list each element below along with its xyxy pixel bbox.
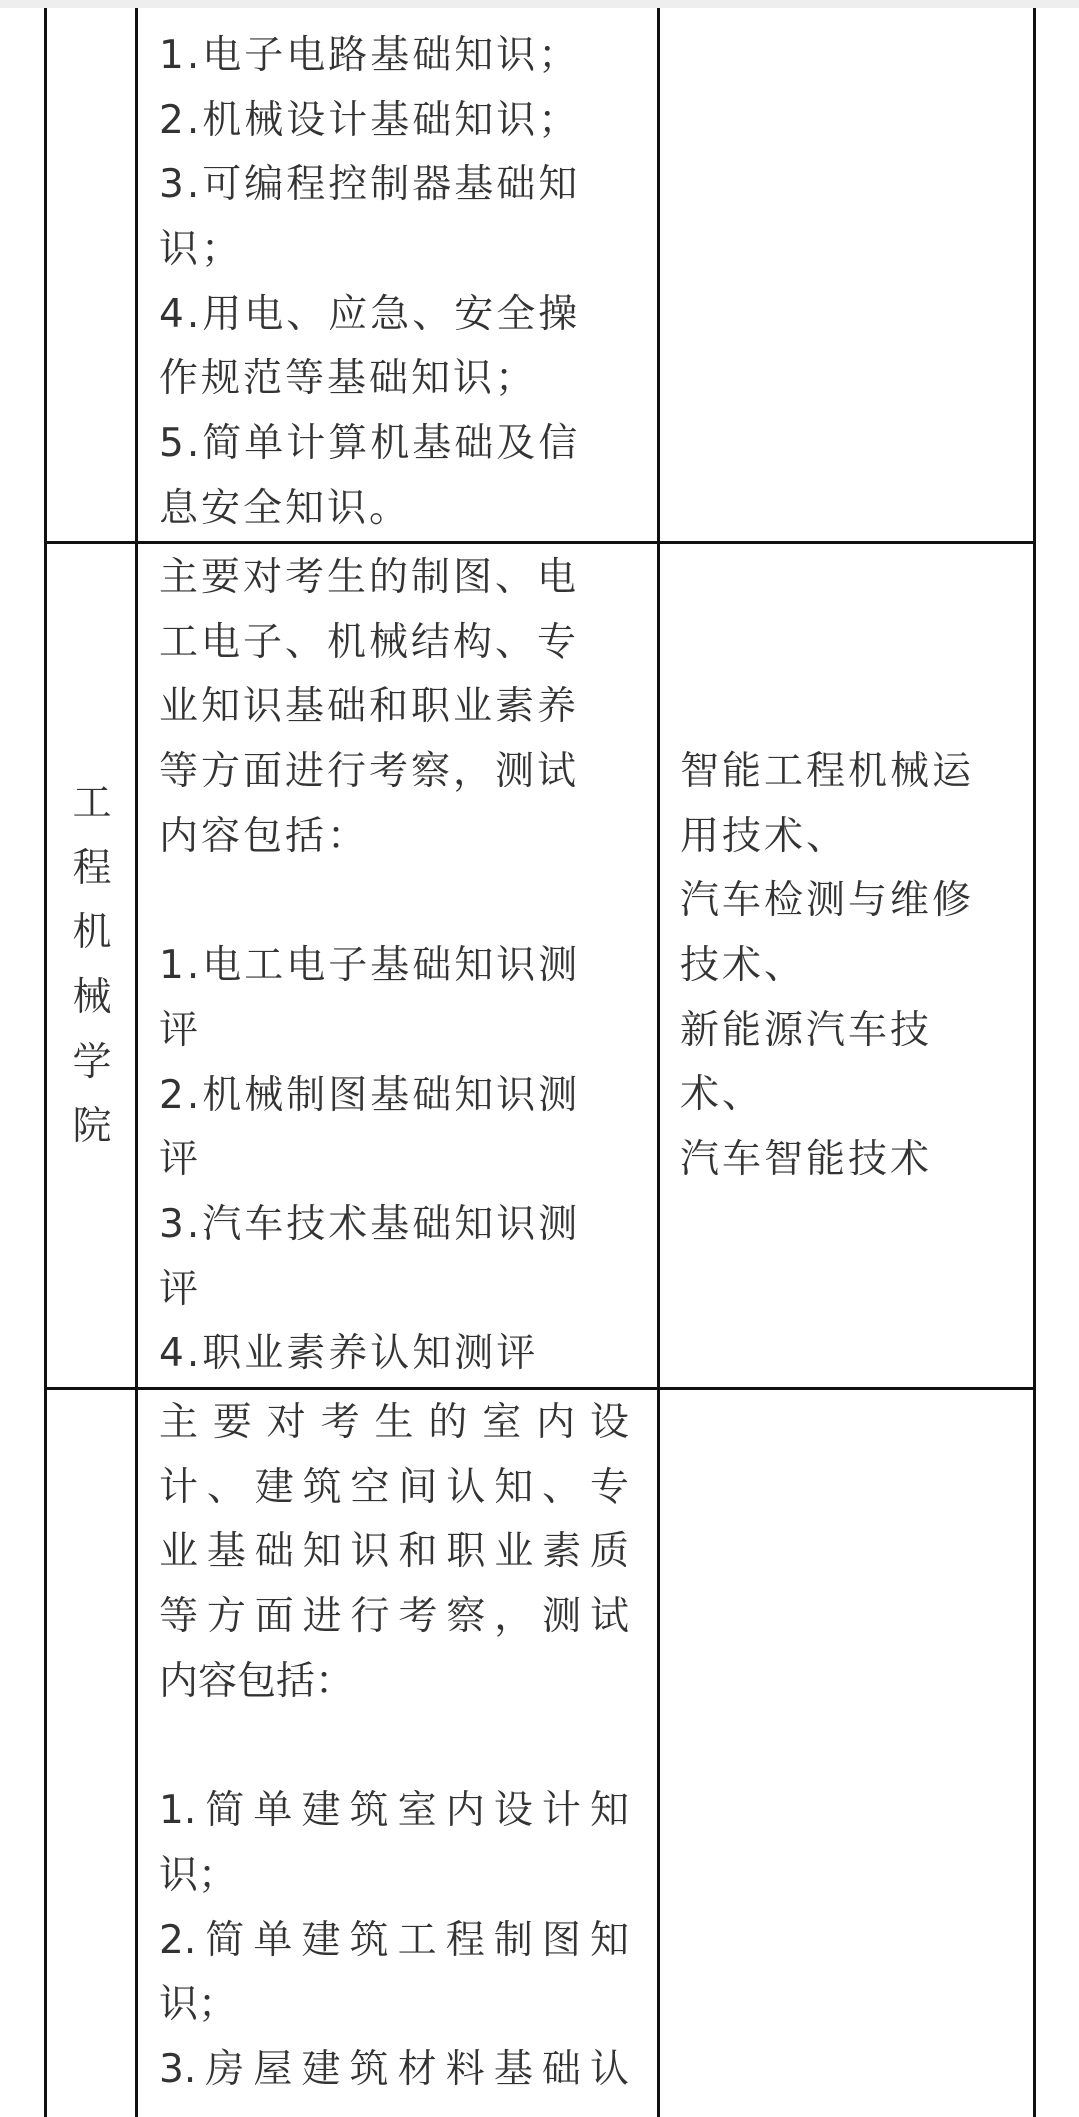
cell-line: 新能源汽车技 — [680, 1007, 933, 1053]
cell-line: 识； — [159, 1982, 238, 2028]
cell-line: 术、 — [680, 1072, 765, 1118]
cell-line: 作规范等基础知识； — [159, 356, 538, 402]
cell-line: 评 — [159, 1266, 202, 1312]
cell-line: 汽车智能技术 — [680, 1137, 933, 1183]
cell-line: 识； — [159, 227, 244, 273]
cell-line: 计、建筑空间认知、专 — [159, 1464, 629, 1510]
cell-line: 械 — [72, 975, 112, 1021]
cell-line: 2.机械制图基础知识测 — [159, 1072, 581, 1118]
top-edge — [0, 0, 1079, 8]
cell-line — [159, 869, 629, 934]
cell-line: 工 — [72, 781, 112, 826]
cell-line: 1.电工电子基础知识测 — [159, 943, 581, 989]
table-row-divider — [45, 1387, 1035, 1390]
cell-line: 识； — [159, 1852, 238, 1898]
cell-line: 2.机械设计基础知识； — [159, 97, 581, 143]
cell-line: 业基础知识和职业素质 — [159, 1529, 629, 1575]
cell-line: 学 — [72, 1039, 112, 1085]
row-2-college-name — [48, 772, 136, 1160]
cell-line: 等方面进行考察，测试 — [159, 1594, 629, 1640]
cell-line: 5.简单计算机基础及信 — [159, 421, 581, 467]
cell-line: 汽车检测与维修 — [680, 878, 975, 924]
cell-line: 程 — [72, 845, 112, 891]
cell-line: 主要对考生的室内设 — [159, 1400, 629, 1445]
row-3-content — [159, 1391, 629, 2103]
table-border-right — [1033, 8, 1036, 2117]
cell-line: 1.简单建筑室内设计知 — [159, 1788, 629, 1834]
table-column-divider — [657, 8, 660, 2117]
cell-line: 3.房屋建筑材料基础认 — [159, 2046, 629, 2092]
cell-line: 息安全知识。 — [159, 485, 412, 531]
cell-line — [159, 1714, 629, 1779]
cell-line: 业知识基础和职业素养 — [159, 684, 580, 730]
cell-line: 内容包括： — [159, 1658, 355, 1704]
cell-line: 3.汽车技术基础知识测 — [159, 1201, 581, 1247]
cell-line: 3.可编程控制器基础知 — [159, 162, 581, 208]
cell-line: 评 — [159, 1137, 202, 1183]
row-2-majors — [680, 740, 1020, 1193]
cell-line: 4.用电、应急、安全操 — [159, 291, 581, 337]
cell-line: 等方面进行考察，测试 — [159, 749, 580, 795]
row-2-content — [159, 546, 629, 1387]
table-border-left — [44, 8, 47, 2117]
cell-line: 内容包括： — [159, 813, 370, 859]
cell-line: 智能工程机械运 — [680, 749, 975, 794]
cell-line: 机 — [72, 910, 112, 956]
cell-line: 院 — [72, 1104, 112, 1150]
cell-line: 2.简单建筑工程制图知 — [159, 1917, 629, 1963]
row-1-content — [159, 24, 629, 542]
cell-line: 4.职业素养认知测评 — [159, 1331, 539, 1377]
cell-line: 用技术、 — [680, 813, 849, 859]
cell-line: 工电子、机械结构、专 — [159, 619, 580, 665]
cell-line: 主要对考生的制图、电 — [159, 555, 580, 600]
cell-line: 技术、 — [680, 943, 807, 989]
cell-line: 1.电子电路基础知识； — [159, 33, 581, 78]
cell-line: 评 — [159, 1007, 202, 1053]
